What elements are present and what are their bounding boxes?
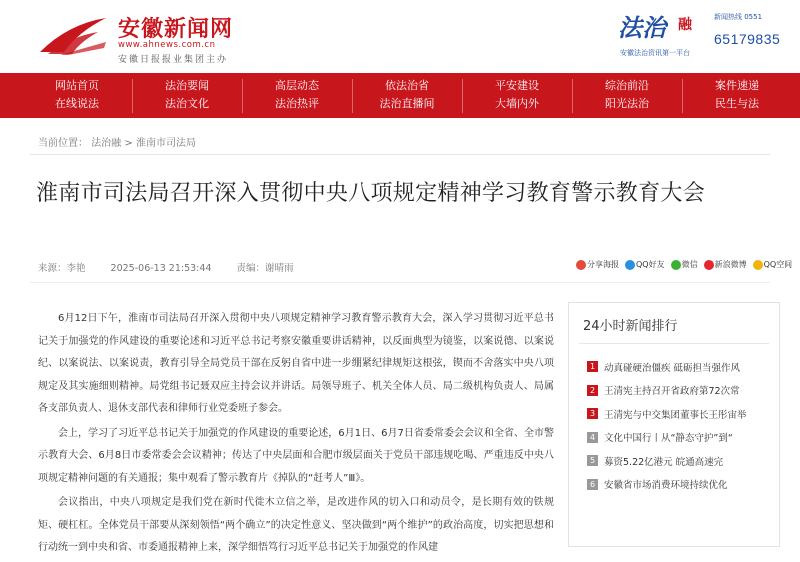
ranking-item[interactable] — [587, 426, 777, 450]
article-title: 淮南市司法局召开深入贯彻中央八项规定精神学习教育警示教育大会 — [36, 181, 706, 206]
nav-governance-frontier[interactable]: 综治前沿 — [605, 79, 649, 92]
nav-legal-commentary[interactable]: 法治热评 — [275, 97, 319, 110]
nav-divider — [682, 79, 683, 113]
nav-divider — [462, 79, 463, 113]
ranking-item-title: 募资5.22亿港元 皖通高速完 — [604, 456, 724, 468]
news-hotline — [714, 12, 794, 52]
poster-icon — [576, 260, 586, 270]
ranking-item[interactable] — [587, 473, 777, 497]
share-wechat-button[interactable] — [671, 259, 698, 270]
article-date: 2025-06-13 21:53:44 — [110, 263, 212, 274]
nav-divider — [572, 79, 573, 113]
qq-icon — [625, 260, 635, 270]
breadcrumb — [38, 134, 196, 149]
share-poster-label: 分享海报 — [587, 260, 619, 269]
ranking-item[interactable] — [587, 379, 777, 403]
ranking-item-title: 王清宪与中交集团董事长王彤宙举 — [604, 409, 747, 421]
qzone-icon — [753, 260, 763, 270]
meta-divider — [30, 282, 770, 283]
brand-subtitle: 安徽法治资讯第一平台 — [620, 49, 690, 57]
article-body — [38, 308, 554, 562]
ranking-item-title: 安徽省市场消费环境持续优化 — [604, 480, 728, 492]
article-editor: 责编：谢晴雨 — [236, 263, 294, 274]
share-weibo-button[interactable] — [704, 259, 747, 270]
site-header — [0, 0, 800, 72]
weibo-icon — [704, 260, 714, 270]
nav-divider — [352, 79, 353, 113]
site-url: www.ahnews.com.cn — [118, 40, 216, 50]
nav-rule-of-law-province[interactable]: 依法治省 — [385, 79, 429, 92]
share-poster-button[interactable] — [576, 259, 619, 270]
share-wechat-label: 微信 — [681, 260, 698, 269]
ranking-item-title: 动真碰硬治僵疾 砥砺担当强作风 — [604, 362, 741, 374]
article-paragraph: 会议指出，中央八项规定是我们党在新时代徙木立信之举，是改进作风的切入口和动员令，是长期有效的铁规矩、硬杠杠。全体党员干部要从深刻领悟“两个确立”的决定性意义、坚决做到“两个维护”的政治高度，切实把思想和行动统一到中央和省、市委通报精神上来，深学细悟笃行习近平总书记关于加强党的作风建 — [38, 497, 554, 553]
brand-suffix: 融 — [678, 17, 692, 33]
article-source: 来源：李艳 — [38, 263, 86, 274]
nav-inside-outside-walls[interactable]: 大墙内外 — [495, 97, 539, 110]
news-ranking-panel — [568, 302, 780, 547]
share-qq-button[interactable] — [625, 259, 665, 270]
ranking-item[interactable] — [587, 402, 777, 426]
nav-top-level[interactable]: 高层动态 — [275, 79, 319, 92]
ranking-title: 24小时新闻排行 — [583, 319, 678, 334]
nav-home[interactable]: 网站首页 — [55, 79, 99, 92]
nav-live-studio[interactable]: 法治直播间 — [379, 97, 435, 110]
nav-sunshine-law[interactable]: 阳光法治 — [605, 97, 649, 110]
rank-number: 5 — [587, 455, 598, 466]
article-paragraph: 6月12日下午，淮南市司法局召开深入贯彻中央八项规定精神学习教育警示教育大会，深入学习贯彻习近平总书记关于加强党的作风建设的重要论述和习近平总书记考察安徽重要讲话精神，以反面典型为镜鉴，以案说德、以案说纪、以案说法、以案说责，教育引导全局党员干部在反躬自省中进一步绷紧纪律规矩这根弦，锲而不舍落实中央八项规定及其实施细则精神。局党组书记聂双应主持会议并讲话。局领导班子、机关全体人员、局二级机构负责人、局属各支部负责人、退休支部代表和律师行业党委班子参会。 — [38, 313, 554, 414]
rank-number: 1 — [587, 361, 598, 372]
breadcrumb-divider — [30, 154, 770, 155]
hotline-number: 65179835 — [714, 31, 781, 47]
site-organization: 安徽日报报业集团主办 — [118, 55, 229, 65]
rank-number: 4 — [587, 432, 598, 443]
wechat-icon — [671, 260, 681, 270]
site-name: 安徽新闻网 — [118, 16, 234, 42]
share-qq-label: QQ好友 — [636, 260, 665, 269]
nav-livelihood-law[interactable]: 民生与法 — [715, 97, 759, 110]
rank-number: 3 — [587, 408, 598, 419]
article-meta — [38, 260, 316, 274]
nav-legal-news[interactable]: 法治要闻 — [165, 79, 209, 92]
breadcrumb-link-huainan[interactable]: 淮南市司法局 — [135, 138, 196, 149]
share-qzone-label: QQ空间 — [763, 260, 793, 269]
share-weibo-label: 新浪微博 — [714, 260, 747, 269]
ranking-list — [587, 355, 777, 496]
nav-peace-building[interactable]: 平安建设 — [495, 79, 539, 92]
fazhi-brand-logo[interactable] — [618, 8, 698, 62]
nav-grid — [22, 77, 792, 113]
rank-number: 6 — [587, 479, 598, 490]
nav-divider — [132, 79, 133, 113]
site-logo[interactable] — [38, 8, 268, 65]
share-qzone-button[interactable] — [753, 259, 793, 270]
ranking-item[interactable] — [587, 449, 777, 473]
share-bar — [576, 259, 792, 270]
breadcrumb-separator: > — [124, 138, 133, 149]
nav-case-express[interactable]: 案件速递 — [715, 79, 759, 92]
nav-online-law[interactable]: 在线说法 — [55, 97, 99, 110]
breadcrumb-link-fazhirong[interactable]: 法治融 — [91, 138, 122, 149]
logo-swoosh-icon — [38, 14, 108, 56]
article-paragraph: 会上，学习了习近平总书记关于加强党的作风建设的重要论述，6月1日、6月7日省委常委会会议和全省、全市警示教育大会、6月8日市委常委会会议精神；传达了中央层面和合肥市级层面关于党员干部违规吃喝、严重违反中央八项规定精神问题的有关通报；集中观看了警示教育片《掉队的“赶考人”Ⅲ》。 — [38, 427, 554, 484]
rank-number: 2 — [587, 385, 598, 396]
hotline-label: 新闻热线 0551 — [714, 13, 763, 21]
ranking-item-title: 王清宪主持召开省政府第72次常 — [604, 386, 740, 398]
ranking-divider — [579, 343, 769, 344]
main-navigation — [0, 73, 800, 118]
nav-legal-culture[interactable]: 法治文化 — [165, 97, 209, 110]
brand-title: 法治 — [618, 13, 666, 42]
breadcrumb-prefix: 当前位置： — [38, 138, 88, 149]
nav-divider — [242, 79, 243, 113]
ranking-item[interactable] — [587, 355, 777, 379]
ranking-item-title: 文化中国行丨从“静态守护”到“ — [604, 433, 733, 445]
